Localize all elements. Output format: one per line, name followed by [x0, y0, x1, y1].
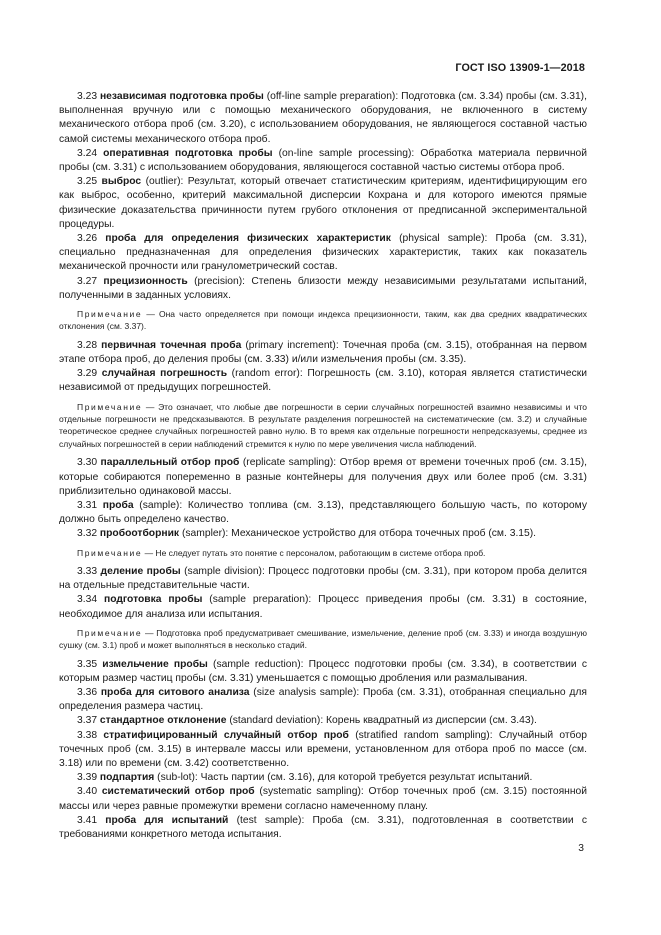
note-text: — Она часто определяется при помощи индекса прецизионности, таким, как два средних квадратических отклонения (см. 3.37).	[59, 309, 587, 332]
term-definition: (sample): Количество топлива (см. 3.13), представляющего большую часть, по которому должно быть определено качество.	[59, 499, 587, 526]
term-name: проба для испытаний	[105, 814, 229, 826]
term-entry	[59, 527, 587, 541]
term-number: 3.37	[77, 715, 98, 727]
term-number: 3.24	[77, 147, 98, 159]
term-number: 3.35	[77, 658, 98, 670]
term-name: первичная точечная проба	[101, 339, 242, 351]
term-definition: (physical sample): Проба (см. 3.31), специально предназначенная для определения физических характеристик, таких как показатель механической прочности или гранулометрический состав.	[59, 233, 587, 273]
term-name: проба для определения физических характеристик	[105, 233, 391, 245]
term-definition: (random error): Погрешность (см. 3.10), которая является статистически независимой от предыдущих погрешностей.	[59, 368, 587, 394]
term-number: 3.30	[77, 457, 98, 469]
term-entry	[59, 499, 587, 527]
term-entry	[59, 771, 587, 785]
note-entry	[59, 308, 587, 333]
term-name: проба для ситового анализа	[100, 686, 250, 698]
term-definition: (outlier): Результат, который отвечает статистическим критериям, идентифицирующим его как выброс, особенно, критерий максимальной дисперсии Кохрана и для которого имеются прямые физические доказательства причинности путем грубого отклонения от предписанной экспериментальной процедуры.	[59, 176, 587, 230]
term-entry	[59, 275, 587, 303]
term-number: 3.25	[77, 176, 98, 188]
term-entry	[59, 175, 587, 232]
note-label: Примечание	[77, 309, 143, 320]
term-name: проба	[102, 499, 134, 511]
term-entry	[59, 367, 587, 395]
term-entry	[59, 147, 587, 175]
term-definition: (test sample): Проба (см. 3.31), подготовленная в соответствии с требованиями конкретного метода испытания.	[59, 814, 587, 840]
term-name: выброс	[101, 176, 142, 188]
term-number: 3.32	[77, 528, 98, 540]
term-definition: (replicate sampling): Отбор время от времени точечных проб (см. 3.15), которые собираются попеременно в разные контейнеры для получения двух или более проб (см. 3.31) приблизительно одинаковой массы.	[59, 457, 587, 497]
term-number: 3.40	[77, 786, 98, 798]
term-definition: (sample reduction): Процесс подготовки пробы (см. 3.34), в соответствии с которым размер частиц пробы (см. 3.31) уменьшается с помощью дробления или размалывания.	[59, 658, 587, 684]
term-number: 3.28	[77, 339, 98, 351]
term-number: 3.23	[77, 91, 98, 102]
term-definition: (sample preparation): Процесс приведения пробы (см. 3.31) в состояние, необходимое для анализа или испытания.	[59, 594, 587, 620]
note-text: — Не следует путать это понятие с персоналом, работающим в системе отбора проб.	[142, 547, 486, 558]
term-definition: (primary increment): Точечная проба (см. 3.15), отобранная на первом этапе отбора проб, до деления пробы (см. 3.33) и/или измельчения пробы (см. 3.35).	[59, 339, 587, 366]
term-definition: (stratified random sampling): Случайный отбор точечных проб (см. 3.15) в интервале массы или времени, установленном для отбора проб по массе (см. 3.18) или по времени (см. 3.42) соответственно.	[59, 729, 588, 769]
term-entry	[59, 785, 587, 813]
term-name: случайная погрешность	[101, 368, 228, 380]
term-definition: (standard deviation): Корень квадратный из дисперсии (см. 3.43).	[226, 715, 537, 727]
term-number: 3.34	[77, 594, 98, 606]
term-number: 3.26	[77, 233, 98, 245]
term-number: 3.31	[77, 499, 98, 511]
term-entry	[59, 456, 587, 499]
term-name: независимая подготовка пробы	[99, 91, 264, 102]
term-entry	[59, 686, 587, 714]
term-entry	[59, 339, 587, 367]
document-body	[59, 90, 587, 842]
note-entry	[59, 401, 587, 451]
note-label: Примечание	[77, 547, 143, 558]
term-number: 3.29	[77, 368, 98, 380]
note-entry	[59, 547, 587, 559]
term-name: пробоотборник	[99, 528, 180, 540]
term-number: 3.36	[77, 686, 98, 698]
term-entry	[59, 729, 587, 772]
term-name: подготовка пробы	[103, 594, 203, 606]
term-number: 3.33	[77, 565, 98, 577]
note-label: Примечание	[77, 627, 143, 638]
note-label: Примечание	[77, 401, 143, 412]
note-entry	[59, 627, 587, 652]
term-entry	[59, 565, 587, 593]
term-name: подпартия	[99, 772, 155, 784]
term-definition: (sub-lot): Часть партии (см. 3.16), для которой требуется результат испытаний.	[154, 772, 533, 784]
term-entry	[59, 714, 587, 728]
term-name: оперативная подготовка пробы	[103, 147, 273, 159]
term-definition: (sample division): Процесс подготовки пробы (см. 3.31), при котором проба делится на отдельные представительные части.	[59, 565, 588, 592]
page-number: 3	[578, 843, 584, 854]
term-name: параллельный отбор проб	[100, 457, 240, 469]
term-number: 3.41	[77, 814, 98, 826]
term-definition: (precision): Степень близости между независимыми результатами испытаний, полученными в заданных условиях.	[59, 275, 587, 301]
note-text: — Это означает, что любые две погрешности в серии случайных погрешностей взаимно независимы и что отдельные погрешности не предсказываются. В результате разделения погрешностей на систематические (см. 3.2) и случайные теоретическое среднее случайных погрешностей равно нулю. В то время как отдельные погрешности непредсказуемы, среднее из случайных погрешностей в серии наблюдений стремится к нулю по мере увеличения числа наблюдений.	[59, 401, 587, 449]
term-definition: (systematic sampling): Отбор точечных проб (см. 3.15) постоянной массы или через равные промежутки времени согласно намеченному плану.	[59, 786, 587, 812]
term-entry	[59, 658, 587, 686]
term-entry	[59, 814, 587, 842]
term-definition: (sampler): Механическое устройство для отбора точечных проб (см. 3.15).	[179, 528, 537, 540]
term-entry	[59, 90, 587, 147]
term-name: стратифицированный случайный отбор проб	[103, 729, 349, 741]
term-number: 3.38	[77, 729, 98, 741]
term-definition: (on-line sample processing): Обработка материала первичной пробы (см. 3.31) с использованием оборудования, являющегося составной частью системы отбора проб.	[59, 147, 587, 174]
standard-header: ГОСТ ISO 13909-1—2018	[455, 62, 585, 74]
term-name: систематический отбор проб	[101, 786, 255, 798]
note-text: — Подготовка проб предусматривает смешивание, измельчение, деление проб (см. 3.33) и иногда воздушную сушку (см. 3.1) проб и может выполняться в несколько стадий.	[59, 627, 587, 651]
term-number: 3.39	[77, 772, 98, 784]
term-name: деление пробы	[100, 565, 181, 577]
term-definition: (size analysis sample): Проба (см. 3.31), отобранная специально для определения размера частиц.	[59, 686, 587, 713]
term-name: измельчение пробы	[102, 658, 208, 670]
term-number: 3.27	[77, 275, 98, 287]
term-entry	[59, 593, 587, 621]
term-entry	[59, 232, 587, 275]
term-definition: (off-line sample preparation): Подготовка (см. 3.34) пробы (см. 3.31), выполненная вручную или с помощью механического оборудования, не включенного в систему механического отбора проб (см. 3.20), с использованием оборудования, не являющегося составной частью самой системы механического отбора проб.	[59, 91, 587, 145]
term-name: прецизионность	[103, 275, 188, 287]
term-name: стандартное отклонение	[99, 715, 227, 727]
